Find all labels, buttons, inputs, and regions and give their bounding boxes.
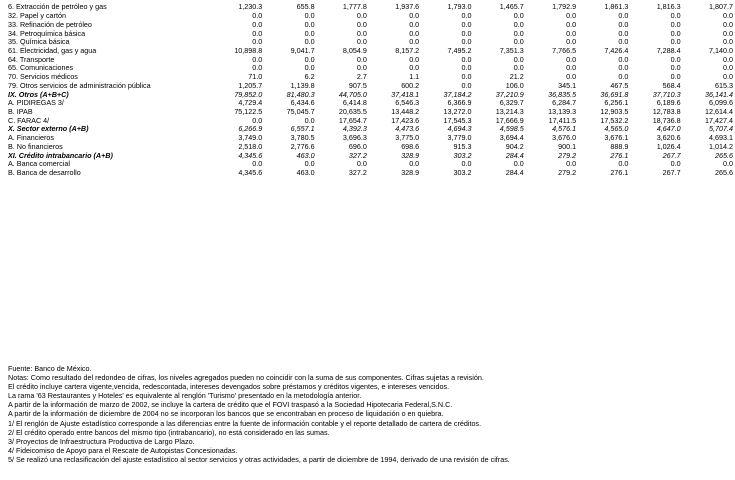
- cell-value: 4,392.3: [342, 124, 367, 134]
- cell-value: 276.1: [610, 168, 629, 178]
- cell-value: 0.0: [618, 37, 629, 47]
- cell-value: 265.6: [714, 168, 733, 178]
- cell-value: 4,693.1: [708, 133, 733, 143]
- cell-value: 7,140.0: [708, 45, 733, 55]
- cell-value: 0.0: [304, 115, 315, 125]
- cell-value: 3,749.0: [238, 133, 263, 143]
- cell-value: 463.0: [296, 150, 315, 160]
- cell-value: 0.0: [722, 159, 733, 169]
- footnote-line: A partir de la información de marzo de 2002, se incluye la cartera de crédito que el FOVI traspasó a la Sociedad Hipotecaria Federal,S.N.C.: [8, 400, 453, 410]
- row-label: B. IPAB: [8, 106, 33, 116]
- cell-value: 327.2: [348, 168, 367, 178]
- cell-value: 0.0: [670, 37, 681, 47]
- cell-value: 4,345.6: [238, 168, 263, 178]
- cell-value: 2,518.0: [238, 141, 263, 151]
- cell-value: 267.7: [662, 150, 681, 160]
- cell-value: 0.0: [356, 37, 367, 47]
- cell-value: 327.2: [348, 150, 367, 160]
- cell-value: 0.0: [618, 159, 629, 169]
- cell-value: 3,779.0: [447, 133, 472, 143]
- cell-value: 1,139.8: [290, 80, 315, 90]
- footnote-line: Fuente: Banco de México.: [8, 364, 92, 373]
- cell-value: 0.0: [566, 11, 577, 21]
- cell-value: 6,329.7: [499, 98, 524, 108]
- row-label: A. PIDIREGAS 3/: [8, 98, 64, 108]
- cell-value: 0.0: [618, 54, 629, 64]
- cell-value: 0.0: [252, 159, 263, 169]
- cell-value: 37,184.2: [443, 89, 472, 99]
- cell-value: 0.0: [722, 54, 733, 64]
- row-label: 64. Transporte: [8, 54, 55, 64]
- cell-value: 0.0: [409, 19, 420, 29]
- cell-value: 303.2: [453, 168, 472, 178]
- cell-value: 284.4: [505, 168, 524, 178]
- cell-value: 7,766.5: [552, 45, 577, 55]
- cell-value: 17,427.4: [704, 115, 733, 125]
- cell-value: 71.0: [248, 72, 263, 82]
- cell-value: 13,448.2: [391, 106, 420, 116]
- cell-value: 7,495.2: [447, 45, 472, 55]
- cell-value: 75,045.7: [286, 106, 315, 116]
- cell-value: 36,691.8: [600, 89, 629, 99]
- cell-value: 1,792.9: [552, 2, 577, 12]
- cell-value: 13,214.3: [495, 106, 524, 116]
- cell-value: 0.0: [670, 72, 681, 82]
- cell-value: 0.0: [252, 11, 263, 21]
- cell-value: 10,898.8: [234, 45, 263, 55]
- cell-value: 4,565.0: [604, 124, 629, 134]
- cell-value: 8,157.2: [395, 45, 420, 55]
- table-row: [8, 143, 733, 152]
- cell-value: 44,705.0: [338, 89, 367, 99]
- cell-value: 0.0: [409, 54, 420, 64]
- cell-value: 6,189.6: [656, 98, 681, 108]
- cell-value: 21.2: [509, 72, 524, 82]
- cell-value: 0.0: [409, 11, 420, 21]
- cell-value: 0.0: [356, 11, 367, 21]
- cell-value: 6,366.9: [447, 98, 472, 108]
- cell-value: 0.0: [304, 63, 315, 73]
- cell-value: 0.0: [513, 28, 524, 38]
- cell-value: 3,696.3: [342, 133, 367, 143]
- cell-value: 328.9: [401, 150, 420, 160]
- cell-value: 900.1: [558, 141, 577, 151]
- cell-value: 4,647.0: [656, 124, 681, 134]
- row-label: 6. Extracción de petróleo y gas: [8, 2, 107, 12]
- cell-value: 12,614.4: [704, 106, 733, 116]
- cell-value: 0.0: [304, 19, 315, 29]
- cell-value: 0.0: [670, 11, 681, 21]
- cell-value: 265.6: [714, 150, 733, 160]
- cell-value: 0.0: [722, 72, 733, 82]
- credit-table: [8, 3, 733, 177]
- cell-value: 279.2: [558, 150, 577, 160]
- cell-value: 0.0: [461, 159, 472, 169]
- table-row: [8, 47, 733, 56]
- cell-value: 0.0: [461, 19, 472, 29]
- row-label: 79. Otros servicios de administración pública: [8, 80, 151, 90]
- cell-value: 0.0: [252, 19, 263, 29]
- cell-value: 0.0: [252, 115, 263, 125]
- cell-value: 0.0: [618, 19, 629, 29]
- cell-value: 1,937.6: [395, 2, 420, 12]
- cell-value: 0.0: [461, 80, 472, 90]
- cell-value: 279.2: [558, 168, 577, 178]
- cell-value: 6,284.7: [552, 98, 577, 108]
- cell-value: 0.0: [566, 54, 577, 64]
- cell-value: 267.7: [662, 168, 681, 178]
- cell-value: 0.0: [618, 63, 629, 73]
- cell-value: 0.0: [670, 28, 681, 38]
- cell-value: 888.9: [610, 141, 629, 151]
- cell-value: 0.0: [304, 37, 315, 47]
- cell-value: 3,676.0: [552, 133, 577, 143]
- cell-value: 13,272.0: [443, 106, 472, 116]
- cell-value: 4,729.4: [238, 98, 263, 108]
- cell-value: 17,666.9: [495, 115, 524, 125]
- cell-value: 37,710.3: [652, 89, 681, 99]
- cell-value: 1,777.8: [342, 2, 367, 12]
- cell-value: 4,345.6: [238, 150, 263, 160]
- cell-value: 0.0: [618, 11, 629, 21]
- cell-value: 1,026.4: [656, 141, 681, 151]
- cell-value: 3,620.6: [656, 133, 681, 143]
- cell-value: 0.0: [722, 63, 733, 73]
- cell-value: 17,654.7: [338, 115, 367, 125]
- cell-value: 0.0: [722, 28, 733, 38]
- cell-value: 0.0: [409, 37, 420, 47]
- cell-value: 17,532.2: [600, 115, 629, 125]
- footnote-line: La rama '63 Restaurantes y Hoteles' es equivalente al renglón 'Turismo' presentado en la metodología anterior.: [8, 391, 362, 401]
- footnote-line: 2/ El crédito operado entre bancos del mismo tipo (intrabancario), no está considerado en las sumas.: [8, 427, 330, 437]
- cell-value: 6,099.6: [708, 98, 733, 108]
- cell-value: 0.0: [513, 19, 524, 29]
- cell-value: 8,054.9: [342, 45, 367, 55]
- cell-value: 1,816.3: [656, 2, 681, 12]
- footnote-line: 5/ Se realizó una reclasificación del ajuste estadístico al sector servicios y otras actividades, a partir de diciembre de 1994, derivado de una revisión de cifras.: [8, 454, 510, 464]
- cell-value: 1,861.3: [604, 2, 629, 12]
- cell-value: 0.0: [461, 63, 472, 73]
- cell-value: 0.0: [670, 159, 681, 169]
- cell-value: 3,780.5: [290, 133, 315, 143]
- cell-value: 907.5: [348, 80, 367, 90]
- cell-value: 2.7: [356, 72, 367, 82]
- cell-value: 6.2: [304, 72, 315, 82]
- row-label: IX. Otros (A+B+C): [8, 89, 69, 99]
- cell-value: 9,041.7: [290, 45, 315, 55]
- cell-value: 0.0: [513, 11, 524, 21]
- cell-value: 7,288.4: [656, 45, 681, 55]
- cell-value: 0.0: [304, 11, 315, 21]
- row-label: 32. Papel y cartón: [8, 11, 66, 21]
- table-row: [8, 169, 733, 178]
- cell-value: 4,694.3: [447, 124, 472, 134]
- table-row: [8, 81, 733, 90]
- cell-value: 4,473.6: [395, 124, 420, 134]
- footnote-line: 1/ El renglón de Ajuste estadístico corresponde a las diferencias entre la fuente de información contable y el reporte detallado de cartera de créditos.: [8, 418, 482, 428]
- cell-value: 0.0: [461, 72, 472, 82]
- cell-value: 17,423.6: [391, 115, 420, 125]
- row-label: 61. Electricidad, gas y agua: [8, 45, 97, 55]
- row-label: 33. Refinación de petróleo: [8, 19, 92, 29]
- cell-value: 1,793.0: [447, 2, 472, 12]
- cell-value: 696.0: [348, 141, 367, 151]
- cell-value: 75,122.5: [234, 106, 263, 116]
- cell-value: 0.0: [304, 28, 315, 38]
- footnote-line: 3/ Proyectos de Infraestructura Productiva de Largo Plazo.: [8, 436, 195, 446]
- cell-value: 904.2: [505, 141, 524, 151]
- cell-value: 655.8: [296, 2, 315, 12]
- footnote-line: El crédito incluye cartera vigente,vencida, redescontada, intereses devengados sobre préstamos y créditos vigentes, e intereses vencidos.: [8, 382, 450, 392]
- cell-value: 0.0: [513, 159, 524, 169]
- cell-value: 303.2: [453, 150, 472, 160]
- cell-value: 0.0: [513, 63, 524, 73]
- cell-value: 36,835.5: [548, 89, 577, 99]
- cell-value: 0.0: [670, 63, 681, 73]
- row-label: 34. Petroquímica básica: [8, 28, 86, 38]
- cell-value: 0.0: [409, 28, 420, 38]
- row-label: A. Banca comercial: [8, 159, 70, 169]
- cell-value: 0.0: [252, 54, 263, 64]
- row-label: X. Sector externo (A+B): [8, 124, 89, 134]
- cell-value: 0.0: [409, 159, 420, 169]
- row-label: 65. Comunicaciones: [8, 63, 74, 73]
- cell-value: 1,807.7: [708, 2, 733, 12]
- cell-value: 0.0: [513, 54, 524, 64]
- cell-value: 1,014.2: [708, 141, 733, 151]
- cell-value: 600.2: [401, 80, 420, 90]
- cell-value: 6,557.1: [290, 124, 315, 134]
- cell-value: 0.0: [670, 54, 681, 64]
- cell-value: 17,545.3: [443, 115, 472, 125]
- cell-value: 7,426.4: [604, 45, 629, 55]
- cell-value: 0.0: [566, 19, 577, 29]
- cell-value: 1,465.7: [499, 2, 524, 12]
- cell-value: 0.0: [461, 37, 472, 47]
- cell-value: 463.0: [296, 168, 315, 178]
- cell-value: 0.0: [722, 19, 733, 29]
- cell-value: 0.0: [252, 28, 263, 38]
- cell-value: 17,411.5: [548, 115, 577, 125]
- cell-value: 20,635.5: [338, 106, 367, 116]
- cell-value: 0.0: [566, 37, 577, 47]
- cell-value: 6,266.9: [238, 124, 263, 134]
- cell-value: 0.0: [461, 28, 472, 38]
- cell-value: 0.0: [722, 37, 733, 47]
- cell-value: 106.0: [505, 80, 524, 90]
- cell-value: 4,576.1: [552, 124, 577, 134]
- cell-value: 915.3: [453, 141, 472, 151]
- cell-value: 0.0: [618, 28, 629, 38]
- cell-value: 698.6: [401, 141, 420, 151]
- cell-value: 0.0: [566, 72, 577, 82]
- cell-value: 2,776.6: [290, 141, 315, 151]
- cell-value: 276.1: [610, 150, 629, 160]
- footnote-line: Notas: Como resultado del redondeo de cifras, los niveles agregados pueden no coincidir con la suma de sus componentes. Cifras sujetas a revisión.: [8, 373, 484, 383]
- cell-value: 0.0: [566, 63, 577, 73]
- row-label: B. Banca de desarrollo: [8, 168, 81, 178]
- cell-value: 13,139.3: [548, 106, 577, 116]
- cell-value: 37,210.9: [495, 89, 524, 99]
- cell-value: 0.0: [356, 19, 367, 29]
- cell-value: 36,141.4: [704, 89, 733, 99]
- cell-value: 81,480.3: [286, 89, 315, 99]
- cell-value: 0.0: [461, 54, 472, 64]
- cell-value: 0.0: [304, 54, 315, 64]
- cell-value: 79,852.0: [234, 89, 263, 99]
- cell-value: 0.0: [409, 63, 420, 73]
- cell-value: 345.1: [558, 80, 577, 90]
- cell-value: 0.0: [252, 37, 263, 47]
- row-label: A. Financieros: [8, 133, 54, 143]
- cell-value: 12,783.8: [652, 106, 681, 116]
- cell-value: 6,256.1: [604, 98, 629, 108]
- cell-value: 0.0: [356, 54, 367, 64]
- row-label: 70. Servicios médicos: [8, 72, 78, 82]
- cell-value: 467.5: [610, 80, 629, 90]
- cell-value: 1,205.7: [238, 80, 263, 90]
- cell-value: 0.0: [566, 159, 577, 169]
- cell-value: 0.0: [670, 19, 681, 29]
- cell-value: 3,694.4: [499, 133, 524, 143]
- cell-value: 0.0: [252, 63, 263, 73]
- cell-value: 37,418.1: [391, 89, 420, 99]
- cell-value: 18,736.8: [652, 115, 681, 125]
- row-label: XI. Crédito intrabancario (A+B): [8, 150, 113, 160]
- cell-value: 0.0: [356, 159, 367, 169]
- cell-value: 6,434.6: [290, 98, 315, 108]
- cell-value: 568.4: [662, 80, 681, 90]
- cell-value: 3,676.1: [604, 133, 629, 143]
- credit-table-body: [8, 3, 733, 177]
- row-label: C. FARAC 4/: [8, 115, 50, 125]
- cell-value: 12,903.5: [600, 106, 629, 116]
- row-label: 35. Química básica: [8, 37, 70, 47]
- cell-value: 615.3: [714, 80, 733, 90]
- cell-value: 6,414.8: [342, 98, 367, 108]
- cell-value: 3,775.0: [395, 133, 420, 143]
- cell-value: 6,546.3: [395, 98, 420, 108]
- footnote-line: 4/ Fideicomiso de Apoyo para el Rescate de Autopistas Concesionadas.: [8, 445, 238, 455]
- cell-value: 0.0: [513, 37, 524, 47]
- table-row: [8, 20, 733, 29]
- cell-value: 328.9: [401, 168, 420, 178]
- row-label: B. No financieros: [8, 141, 63, 151]
- cell-value: 0.0: [461, 11, 472, 21]
- cell-value: 0.0: [618, 72, 629, 82]
- cell-value: 0.0: [356, 28, 367, 38]
- cell-value: 7,351.3: [499, 45, 524, 55]
- cell-value: 0.0: [304, 159, 315, 169]
- footnote-line: A partir de la información de diciembre de 2004 no se incorporan los bancos que se encontraban en proceso de liquidación o en quiebra.: [8, 409, 444, 419]
- cell-value: 1.1: [409, 72, 420, 82]
- cell-value: 1,230.3: [238, 2, 263, 12]
- cell-value: 5,707.4: [708, 124, 733, 134]
- cell-value: 0.0: [356, 63, 367, 73]
- footnotes: [8, 364, 728, 464]
- cell-value: 0.0: [566, 28, 577, 38]
- cell-value: 0.0: [722, 11, 733, 21]
- cell-value: 4,598.5: [499, 124, 524, 134]
- cell-value: 284.4: [505, 150, 524, 160]
